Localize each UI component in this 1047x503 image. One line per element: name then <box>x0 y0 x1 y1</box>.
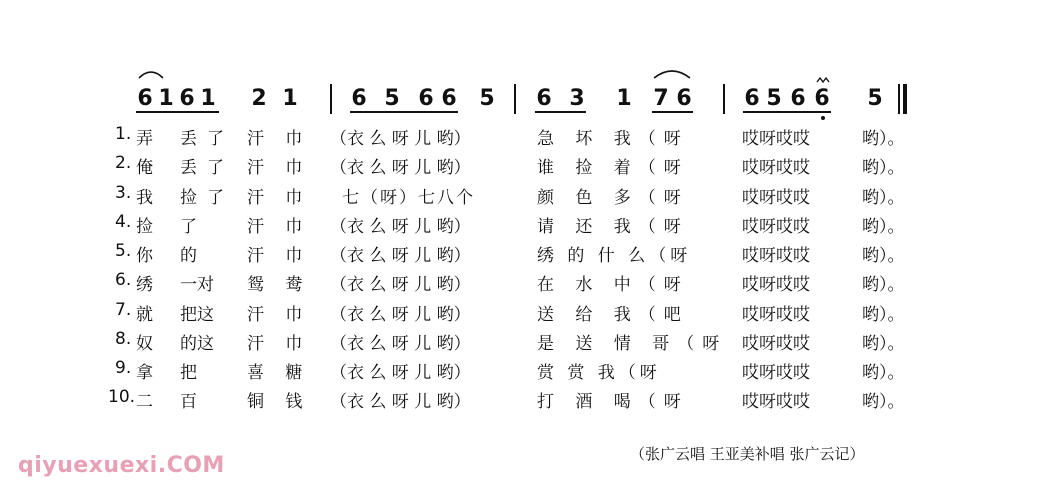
note: 1 <box>200 86 216 111</box>
lyric-word: 汗 巾 <box>247 305 311 325</box>
note: 7 <box>653 86 669 111</box>
lyric-word: 谁 捡 着（呀 <box>537 158 689 178</box>
lyric-word: 你 <box>136 246 153 266</box>
lyric-row <box>0 153 1047 177</box>
lyric-word: 请 还 我（呀 <box>537 217 689 237</box>
lyric-word: 俺 <box>136 158 153 178</box>
verse-number: 10. <box>108 387 136 407</box>
lyric-word: （衣 么 呀 儿 哟） <box>330 392 471 412</box>
lyric-word: 捡了 <box>180 188 234 208</box>
lyric-row <box>0 212 1047 236</box>
lyric-word: 哟）。 <box>862 188 905 208</box>
watermark-text: qiyuexuexi.COM <box>18 453 225 478</box>
note: 1 <box>158 86 174 111</box>
lyric-word: 汗 巾 <box>247 334 311 354</box>
bar-line <box>898 84 900 114</box>
note: 6 <box>814 86 830 111</box>
lyric-row <box>0 183 1047 207</box>
lyric-word: 哟）。 <box>862 305 905 325</box>
lyric-word: 汗 巾 <box>247 158 311 178</box>
lyric-word: 绣 的 什 么（呀 <box>537 246 692 266</box>
lyric-row <box>0 300 1047 324</box>
lyric-word: 哟）。 <box>862 158 905 178</box>
lyric-word: 丢了 <box>180 129 234 149</box>
eighth-beam <box>535 111 586 113</box>
lyric-word: 哎呀哎哎 <box>742 275 810 295</box>
lyric-word: 赏 赏 我（呀 <box>537 363 661 383</box>
lyric-word: 哎呀哎哎 <box>742 305 810 325</box>
note: 6 <box>676 86 692 111</box>
lyric-word: 哟）。 <box>862 129 905 149</box>
lyric-word: 哟）。 <box>862 275 905 295</box>
note: 6 <box>179 86 195 111</box>
bar-line <box>514 84 516 114</box>
lyric-word: 打 酒 喝（呀 <box>537 392 689 412</box>
lyric-word: 哟）。 <box>862 246 905 266</box>
verse-number: 2. <box>115 153 132 173</box>
verse-number: 3. <box>115 183 132 203</box>
note: 6 <box>790 86 806 111</box>
lyric-word: 汗 巾 <box>247 246 311 266</box>
lyric-word: 鸳 鸯 <box>247 275 311 295</box>
lyric-word: 把这 <box>180 305 214 325</box>
lyric-word: 百 <box>180 392 197 412</box>
lyric-row <box>0 329 1047 353</box>
lyric-row <box>0 124 1047 148</box>
lyric-word: 汗 巾 <box>247 129 311 149</box>
lyric-word: 在 水 中（呀 <box>537 275 689 295</box>
lyric-word: 哟）。 <box>862 217 905 237</box>
low-dot <box>821 116 825 120</box>
verse-number: 5. <box>115 241 132 261</box>
bar-line <box>330 84 332 114</box>
lyric-word: 哎呀哎哎 <box>742 334 810 354</box>
lyric-word: （衣 么 呀 儿 哟） <box>330 158 471 178</box>
verse-number: 6. <box>115 270 132 290</box>
lyric-word: （衣 么 呀 儿 哟） <box>330 363 471 383</box>
note: 6 <box>418 86 434 111</box>
lyric-word: 的 <box>180 246 197 266</box>
lyric-word: 哎呀哎哎 <box>742 363 810 383</box>
lyric-word: 是 送 情 哥（呀 <box>537 334 728 354</box>
lyric-word: 一对 <box>180 275 214 295</box>
lyric-word: 捡 <box>136 217 153 237</box>
lyric-word: 急 坏 我（呀 <box>537 129 689 149</box>
verse-number: 8. <box>115 329 132 349</box>
lyric-word: 七（呀）七八个 <box>342 188 475 208</box>
lyric-word: 哟）。 <box>862 363 905 383</box>
note: 5 <box>384 86 400 111</box>
lyric-word: 奴 <box>136 334 153 354</box>
lyric-row <box>0 241 1047 265</box>
lyric-word: 把 <box>180 363 197 383</box>
lyric-word: 哎呀哎哎 <box>742 188 810 208</box>
lyric-word: 的这 <box>180 334 214 354</box>
eighth-beam <box>350 111 458 113</box>
slur-mark <box>137 66 165 80</box>
lyric-word: 喜 糖 <box>247 363 311 383</box>
lyric-row <box>0 270 1047 294</box>
slur-mark <box>652 66 692 80</box>
note: 1 <box>282 86 298 111</box>
lyric-row <box>0 358 1047 382</box>
lyric-word: 哎呀哎哎 <box>742 129 810 149</box>
note: 2 <box>251 86 267 111</box>
verse-number: 9. <box>115 358 132 378</box>
verse-number: 7. <box>115 300 132 320</box>
lyric-word: 汗 巾 <box>247 188 311 208</box>
lyric-word: 哟）。 <box>862 392 905 412</box>
note: 5 <box>766 86 782 111</box>
verse-number: 1. <box>115 124 132 144</box>
eighth-beam <box>652 111 693 113</box>
lyric-word: 二 <box>136 392 153 412</box>
eighth-beam <box>743 111 831 113</box>
lyric-word: 弄 <box>136 129 153 149</box>
eighth-beam <box>136 111 219 113</box>
lyric-word: 哎呀哎哎 <box>742 392 810 412</box>
lyric-word: （衣 么 呀 儿 哟） <box>330 129 471 149</box>
lyric-word: 哎呀哎哎 <box>742 217 810 237</box>
note: 6 <box>441 86 457 111</box>
final-bar-line <box>903 84 907 114</box>
note: 6 <box>137 86 153 111</box>
note: 6 <box>351 86 367 111</box>
lyric-word: （衣 么 呀 儿 哟） <box>330 217 471 237</box>
lyric-word: 送 给 我（吧 <box>537 305 689 325</box>
note: 5 <box>867 86 883 111</box>
lyric-word: 丢了 <box>180 158 234 178</box>
lyric-word: （衣 么 呀 儿 哟） <box>330 246 471 266</box>
lyric-word: 我 <box>136 188 153 208</box>
lyric-word: （衣 么 呀 儿 哟） <box>330 275 471 295</box>
lyric-word: 铜 钱 <box>247 392 311 412</box>
lyric-word: 颜 色 多（呀 <box>537 188 689 208</box>
lyric-word: 汗 巾 <box>247 217 311 237</box>
verse-number: 4. <box>115 212 132 232</box>
lyric-word: 了 <box>180 217 197 237</box>
lyric-word: 就 <box>136 305 153 325</box>
lyric-row <box>0 387 1047 411</box>
lyric-word: （衣 么 呀 儿 哟） <box>330 305 471 325</box>
lyric-word: 哎呀哎哎 <box>742 158 810 178</box>
lyric-word: 绣 <box>136 275 153 295</box>
credit-line: （张广云唱 王亚美补唱 张广云记） <box>630 445 865 463</box>
lyric-word: 拿 <box>136 363 153 383</box>
note: 6 <box>536 86 552 111</box>
lyric-word: 哟）。 <box>862 334 905 354</box>
lyric-word: （衣 么 呀 儿 哟） <box>330 334 471 354</box>
lyric-word: 哎呀哎哎 <box>742 246 810 266</box>
note: 6 <box>744 86 760 111</box>
note: 3 <box>569 86 585 111</box>
bar-line <box>723 84 725 114</box>
note: 5 <box>479 86 495 111</box>
note: 1 <box>616 86 632 111</box>
trill-mark <box>816 76 830 84</box>
